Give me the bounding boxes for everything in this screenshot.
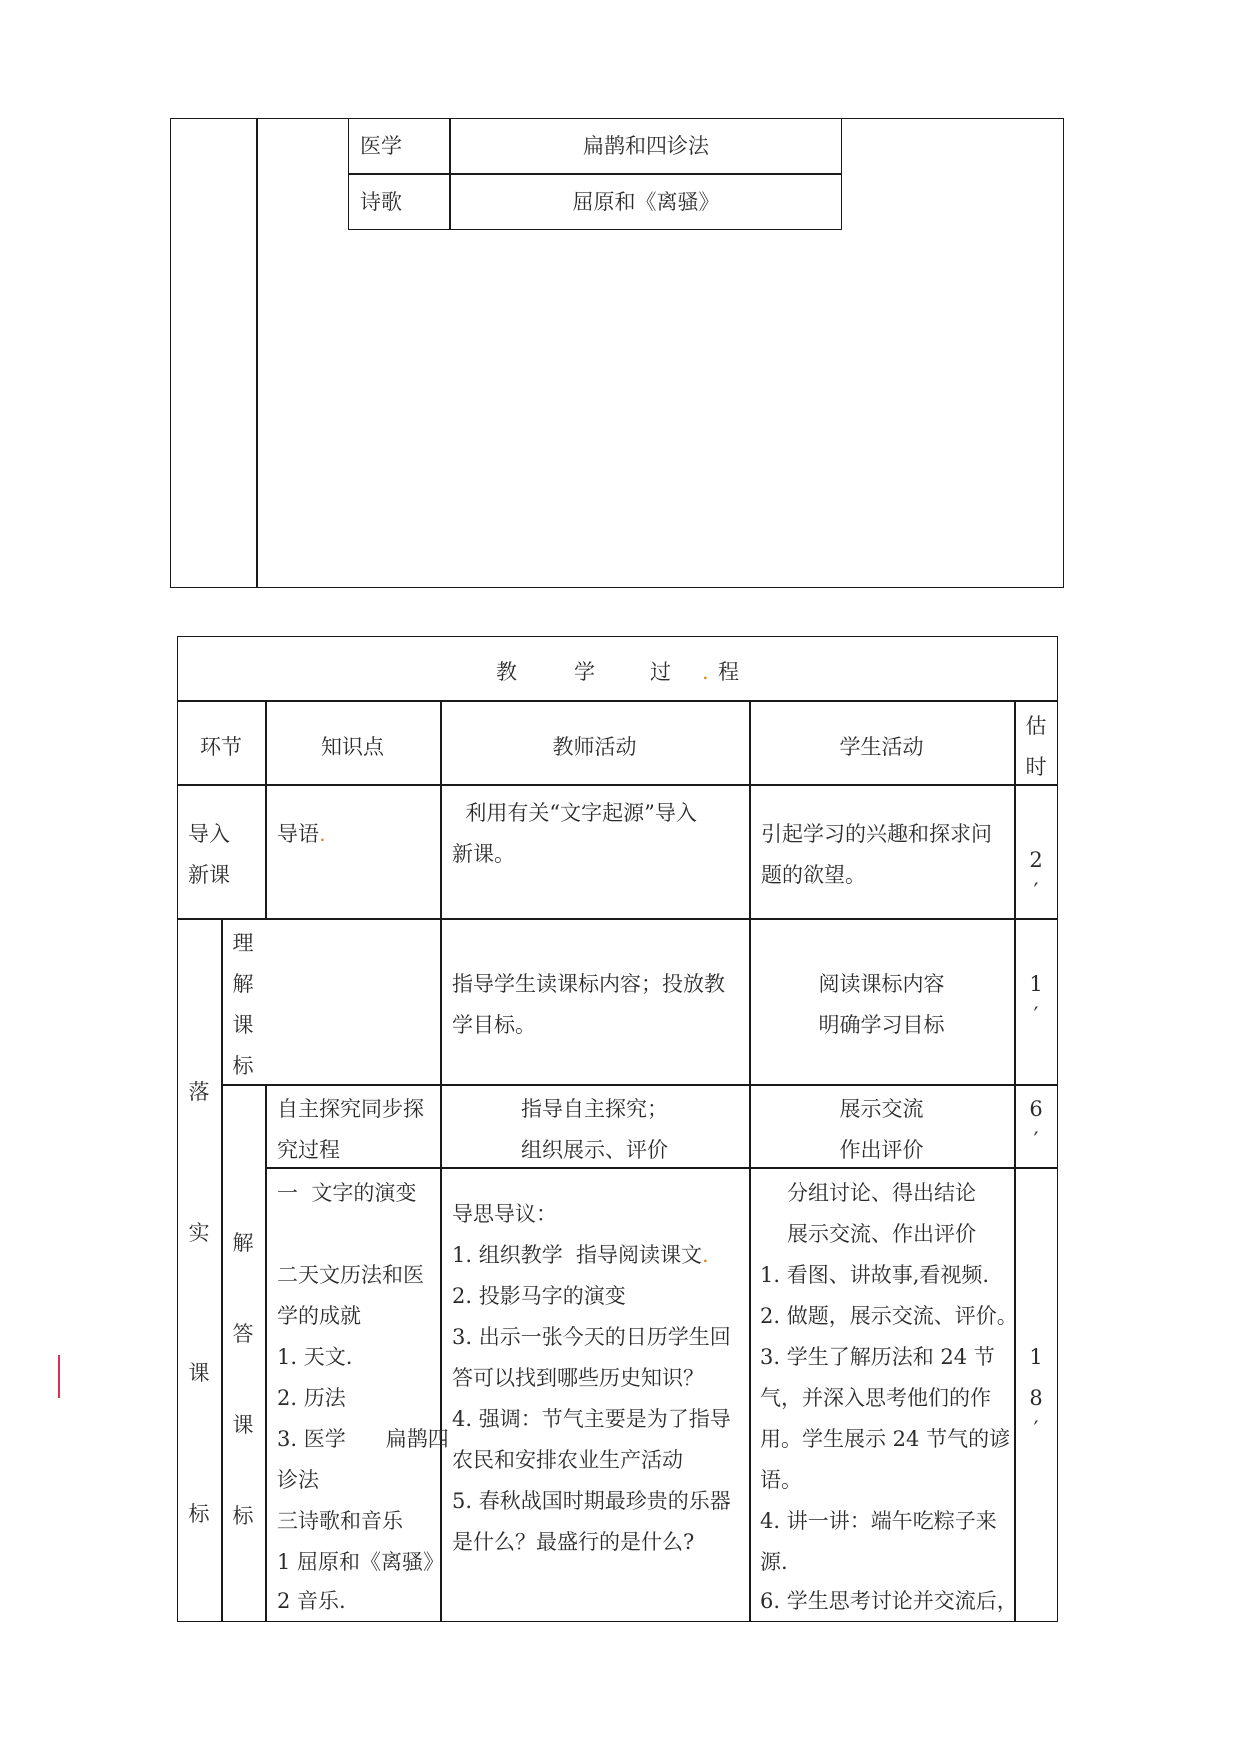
detail-time-3: ′ xyxy=(1033,1417,1039,1441)
answer-stage-3: 课 xyxy=(232,1413,254,1437)
explore-student-1: 展示交流 xyxy=(839,1097,924,1121)
intro-stage-1: 导入 xyxy=(188,822,230,846)
detail-teacher-4: 3. 出示一张今天的日历学生回 xyxy=(452,1325,731,1349)
understand-student-2: 明确学习目标 xyxy=(818,1013,945,1037)
intro-teacher-1: 利用有关“文字起源”导入 xyxy=(452,801,697,825)
intro-student-2: 题的欲望。 xyxy=(761,863,866,887)
detail-knowledge-10: 1 屈原和《离骚》 xyxy=(277,1550,445,1574)
explore-student-2: 作出评价 xyxy=(839,1138,924,1162)
detail-knowledge-7: 3. 医学 扁鹊四 xyxy=(277,1427,449,1451)
detail-student-7: 用。学生展示 24 节气的谚 xyxy=(760,1427,1011,1451)
understand-teacher-2: 学目标。 xyxy=(452,1013,536,1037)
detail-teacher-dot: . xyxy=(702,1243,709,1267)
detail-knowledge-6: 2. 历法 xyxy=(277,1386,346,1410)
intro-time-1: 2 xyxy=(1029,848,1043,872)
top-row-1-content: 扁鹊和四诊法 xyxy=(583,134,709,158)
intro-teacher-2: 新课。 xyxy=(452,842,515,866)
detail-teacher-6: 4. 强调：节气主要是为了指导 xyxy=(452,1407,731,1431)
understand-stage-1: 理 xyxy=(232,931,254,955)
big-stage-char-3: 课 xyxy=(188,1361,210,1385)
intro-stage-2: 新课 xyxy=(188,863,230,887)
detail-student-5: 3. 学生了解历法和 24 节 xyxy=(760,1345,995,1369)
text-cursor-marker xyxy=(58,1355,60,1398)
big-stage-char-2: 实 xyxy=(188,1221,210,1245)
intro-student-1: 引起学习的兴趣和探求问 xyxy=(761,822,992,846)
top-row-2-content: 屈原和《离骚》 xyxy=(572,190,720,214)
header-teacher: 教师活动 xyxy=(552,735,637,759)
intro-time-2: ′ xyxy=(1033,879,1039,903)
answer-stage-1: 解 xyxy=(232,1231,254,1255)
detail-teacher-3: 2. 投影马字的演变 xyxy=(452,1284,626,1308)
detail-teacher-7: 农民和安排农业生产活动 xyxy=(452,1448,683,1472)
understand-stage-2: 解 xyxy=(232,972,254,996)
detail-knowledge-11: 2 音乐. xyxy=(277,1589,346,1613)
detail-teacher-9: 是什么？最盛行的是什么? xyxy=(452,1530,695,1554)
big-stage-char-4: 标 xyxy=(188,1502,210,1526)
detail-knowledge-8: 诊法 xyxy=(277,1468,319,1492)
detail-time-2: 8 xyxy=(1029,1386,1043,1410)
detail-teacher-8: 5. 春秋战国时期最珍贵的乐器 xyxy=(452,1489,731,1513)
detail-time-1: 1 xyxy=(1029,1345,1043,1369)
intro-knowledge: 导语 xyxy=(277,822,319,846)
understand-stage-4: 标 xyxy=(232,1054,254,1078)
detail-knowledge-9: 三诗歌和音乐 xyxy=(277,1509,403,1533)
detail-teacher-2: 1. 组织教学 指导阅读课文 xyxy=(452,1243,703,1267)
top-row-1-category: 医学 xyxy=(360,134,402,158)
understand-time-1: 1 xyxy=(1029,972,1043,996)
detail-teacher-1: 导思导议： xyxy=(452,1202,557,1226)
detail-student-11: 6. 学生思考讨论并交流后， xyxy=(760,1589,1018,1613)
detail-student-1: 分组讨论、得出结论 xyxy=(787,1181,976,1205)
title-char-1: 教 xyxy=(496,660,517,684)
explore-time-1: 6 xyxy=(1029,1097,1043,1121)
header-time-2: 时 xyxy=(1025,755,1047,779)
detail-student-4: 2. 做题，展示交流、评价。 xyxy=(760,1304,1018,1328)
intro-knowledge-dot: . xyxy=(319,822,326,846)
explore-time-2: ′ xyxy=(1033,1128,1039,1152)
row-line-header xyxy=(177,784,1058,786)
answer-stage-4: 标 xyxy=(232,1504,254,1528)
explore-knowledge-1: 自主探究同步探 xyxy=(277,1097,424,1121)
title-char-2: 学 xyxy=(574,660,595,684)
detail-knowledge-1: 一 文字的演变 xyxy=(277,1181,417,1205)
top-inner-row-divider xyxy=(348,173,842,175)
detail-student-10: 源. xyxy=(760,1550,788,1574)
detail-knowledge-5: 1. 天文. xyxy=(277,1345,353,1369)
detail-student-9: 4. 讲一讲：端午吃粽子来 xyxy=(760,1509,997,1533)
explore-teacher-2: 组织展示、评价 xyxy=(521,1138,668,1162)
detail-knowledge-4: 学的成就 xyxy=(277,1304,361,1328)
understand-teacher-1: 指导学生读课标内容；投放教 xyxy=(452,972,725,996)
detail-student-6: 气，并深入思考他们的作 xyxy=(760,1386,991,1410)
understand-stage-3: 课 xyxy=(232,1013,254,1037)
row-line-understand xyxy=(221,1084,1058,1086)
header-student: 学生活动 xyxy=(839,735,924,759)
detail-student-8: 语。 xyxy=(760,1468,802,1492)
col-line-sub-stage xyxy=(265,1084,267,1622)
understand-student-1: 阅读课标内容 xyxy=(818,972,945,996)
title-char-4: 程 xyxy=(718,660,739,684)
explore-teacher-1: 指导自主探究； xyxy=(521,1097,668,1121)
explore-knowledge-2: 究过程 xyxy=(277,1138,340,1162)
header-knowledge: 知识点 xyxy=(321,735,384,759)
detail-teacher-5: 答可以找到哪些历史知识？ xyxy=(452,1366,704,1390)
row-line-intro xyxy=(177,918,1058,920)
title-dot: . xyxy=(702,660,709,684)
header-stage: 环节 xyxy=(200,735,242,759)
top-outer-divider xyxy=(256,118,258,588)
detail-student-2: 展示交流、作出评价 xyxy=(787,1222,976,1246)
col-line-student xyxy=(1014,700,1016,1622)
big-stage-char-1: 落 xyxy=(188,1080,210,1104)
title-char-3: 过 xyxy=(650,660,671,684)
row-line-title xyxy=(177,700,1058,702)
answer-stage-2: 答 xyxy=(232,1322,254,1346)
detail-knowledge-3: 二天文历法和医 xyxy=(277,1263,424,1287)
top-row-2-category: 诗歌 xyxy=(360,190,402,214)
header-time-1: 估 xyxy=(1025,714,1047,738)
detail-student-3: 1. 看图、讲故事,看视频. xyxy=(760,1263,990,1287)
understand-time-2: ′ xyxy=(1033,1003,1039,1027)
